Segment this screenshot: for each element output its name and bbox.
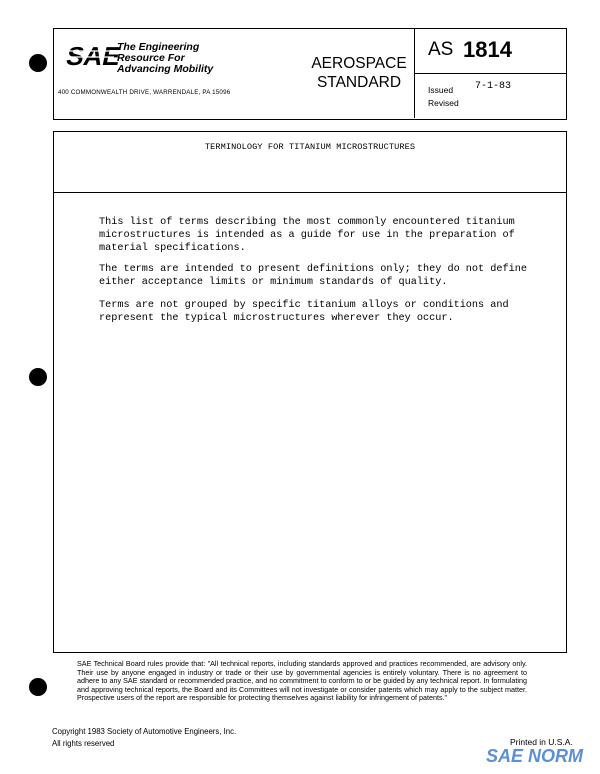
copyright-line: Copyright 1983 Society of Automotive Engineers, Inc. [52, 727, 237, 736]
punch-hole-middle [29, 368, 47, 386]
document-number-row [415, 29, 566, 74]
copyright-block [52, 726, 236, 750]
paragraph-3: Terms are not grouped by specific titanium alloys or conditions and represent the typical microstructures wherever they occur. [99, 300, 509, 324]
logo-block [54, 29, 304, 118]
svg-text:SAE NORM: SAE NORM [486, 746, 584, 766]
paragraph-1: This list of terms describing the most commonly encountered titanium microstructures is intended as a guide for use in the preparation of material specifications. [99, 217, 515, 254]
rights-line: All rights reserved [52, 739, 115, 748]
sae-logo [63, 41, 124, 71]
svg-text:SAE: SAE [63, 41, 124, 71]
document-number-block [414, 29, 566, 118]
title-row [54, 132, 566, 193]
punch-hole-top [29, 54, 47, 72]
document-body [53, 131, 567, 653]
document-title: TERMINOLOGY FOR TITANIUM MICROSTRUCTURES [204, 142, 416, 152]
sae-tagline: The Engineering Resource For Advancing Mobility [117, 41, 214, 75]
technical-board-note: SAE Technical Board rules provide that: "All technical reports, including standards approved and practices recommended, are advisory only. Their use by anyone engaged in industry or trade or their use by governmental agencies is entirely voluntary. There is no agreement to adhere to any SAE standard or recommended practice, and no commitment to conform to or be guided by any technical report. In formulating and approving technical reports, the Board and its Committees will not investigate or consider patents which may apply to the subject matter. Prospective users of the report are responsible for protecting themselves against liability for infringement of patents." [77, 659, 527, 702]
document-header [53, 28, 567, 120]
document-type: AEROSPACE STANDARD [311, 55, 407, 91]
paragraph-2: The terms are intended to present definitions only; they do not define either acceptance limits or minimum standards of quality. [99, 264, 527, 288]
document-number: 1814 [463, 37, 512, 62]
revised-label: Revised [428, 98, 459, 108]
printed-in-usa: Printed in U.S.A. [510, 737, 573, 747]
issued-date: 7-1-83 [475, 81, 512, 92]
document-prefix: AS [428, 39, 454, 60]
sae-address: 400 COMMONWEALTH DRIVE, WARRENDALE, PA 15096 [58, 89, 231, 96]
punch-hole-bottom [29, 678, 47, 696]
issued-label: Issued [428, 85, 454, 95]
sae-norm-stamp [486, 742, 594, 770]
